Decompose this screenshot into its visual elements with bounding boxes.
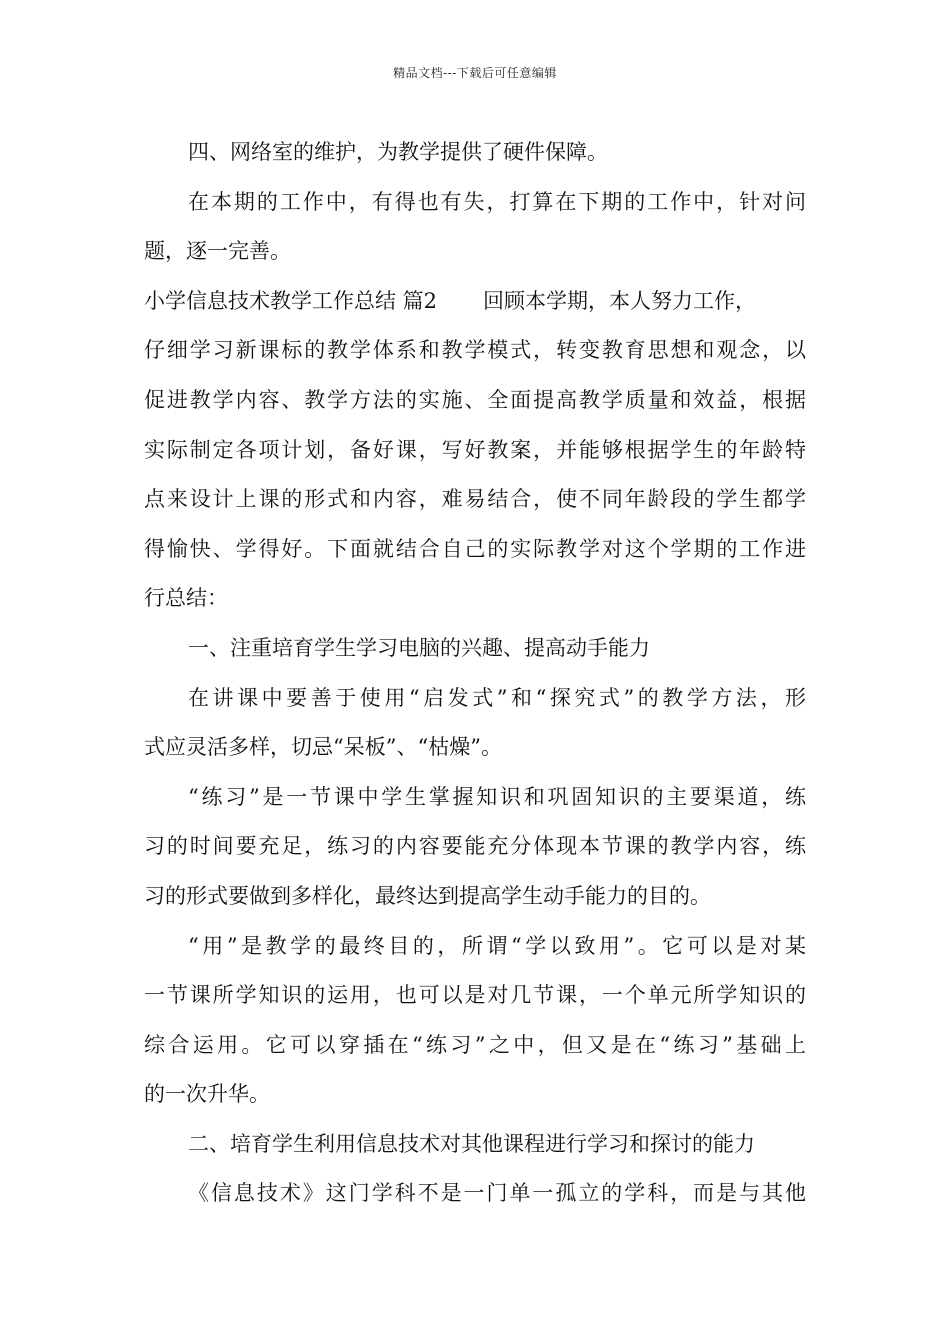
paragraph-line: 综合运用。它可以穿插在“练习”之中，但又是在“练习”基础上	[144, 1032, 806, 1057]
paragraph-line: 促进教学内容、教学方法的实施、全面提高教学质量和效益，根据	[144, 387, 806, 412]
paragraph-line: 的一次升华。	[144, 1082, 270, 1107]
paragraph-line: 一节课所学知识的运用，也可以是对几节课，一个单元所学知识的	[144, 983, 806, 1008]
section-title: 小学信息技术教学工作总结 篇2	[144, 288, 438, 313]
paragraph-line: 式应灵活多样，切忌“呆板”、“枯燥”。	[144, 735, 502, 760]
page-header: 精品文档---下载后可任意编辑	[393, 66, 557, 80]
paragraph-line: 点来设计上课的形式和内容，难易结合，使不同年龄段的学生都学	[144, 487, 806, 512]
paragraph-line: 得愉快、学得好。下面就结合自己的实际教学对这个学期的工作进	[144, 536, 806, 561]
paragraph-line: 习的时间要充足，练习的内容要能充分体现本节课的教学内容，练	[144, 834, 806, 859]
paragraph-line: 仔细学习新课标的教学体系和教学模式，转变教育思想和观念，以	[144, 338, 806, 363]
paragraph-line: 习的形式要做到多样化，最终达到提高学生动手能力的目的。	[144, 883, 711, 908]
subheading-line: 一、注重培育学生学习电脑的兴趣、提高动手能力	[188, 635, 650, 660]
subheading-line: 二、培育学生利用信息技术对其他课程进行学习和探讨的能力	[188, 1131, 755, 1156]
paragraph-line: 《信息技术》这门学科不是一门单一孤立的学科，而是与其他	[188, 1181, 806, 1206]
paragraph-line: 题，逐一完善。	[144, 239, 291, 264]
paragraph-line: 四、网络室的维护，为教学提供了硬件保障。	[188, 140, 608, 164]
paragraph-line: “用”是教学的最终目的，所谓“学以致用”。它可以是对某	[188, 933, 806, 958]
section-title-line	[144, 277, 806, 327]
paragraph-line: 实际制定各项计划，备好课，写好教案，并能够根据学生的年龄特	[144, 437, 806, 462]
paragraph-line: 行总结：	[144, 586, 228, 611]
paragraph-line: 在讲课中要善于使用“启发式”和“探究式”的教学方法，形	[188, 685, 806, 710]
paragraph-line: “练习”是一节课中学生掌握知识和巩固知识的主要渠道，练	[188, 784, 806, 809]
document-body	[144, 128, 806, 1219]
paragraph-line: 在本期的工作中，有得也有失，打算在下期的工作中，针对问	[188, 189, 806, 214]
paragraph-lead: 回顾本学期，本人努力工作，	[483, 288, 757, 313]
